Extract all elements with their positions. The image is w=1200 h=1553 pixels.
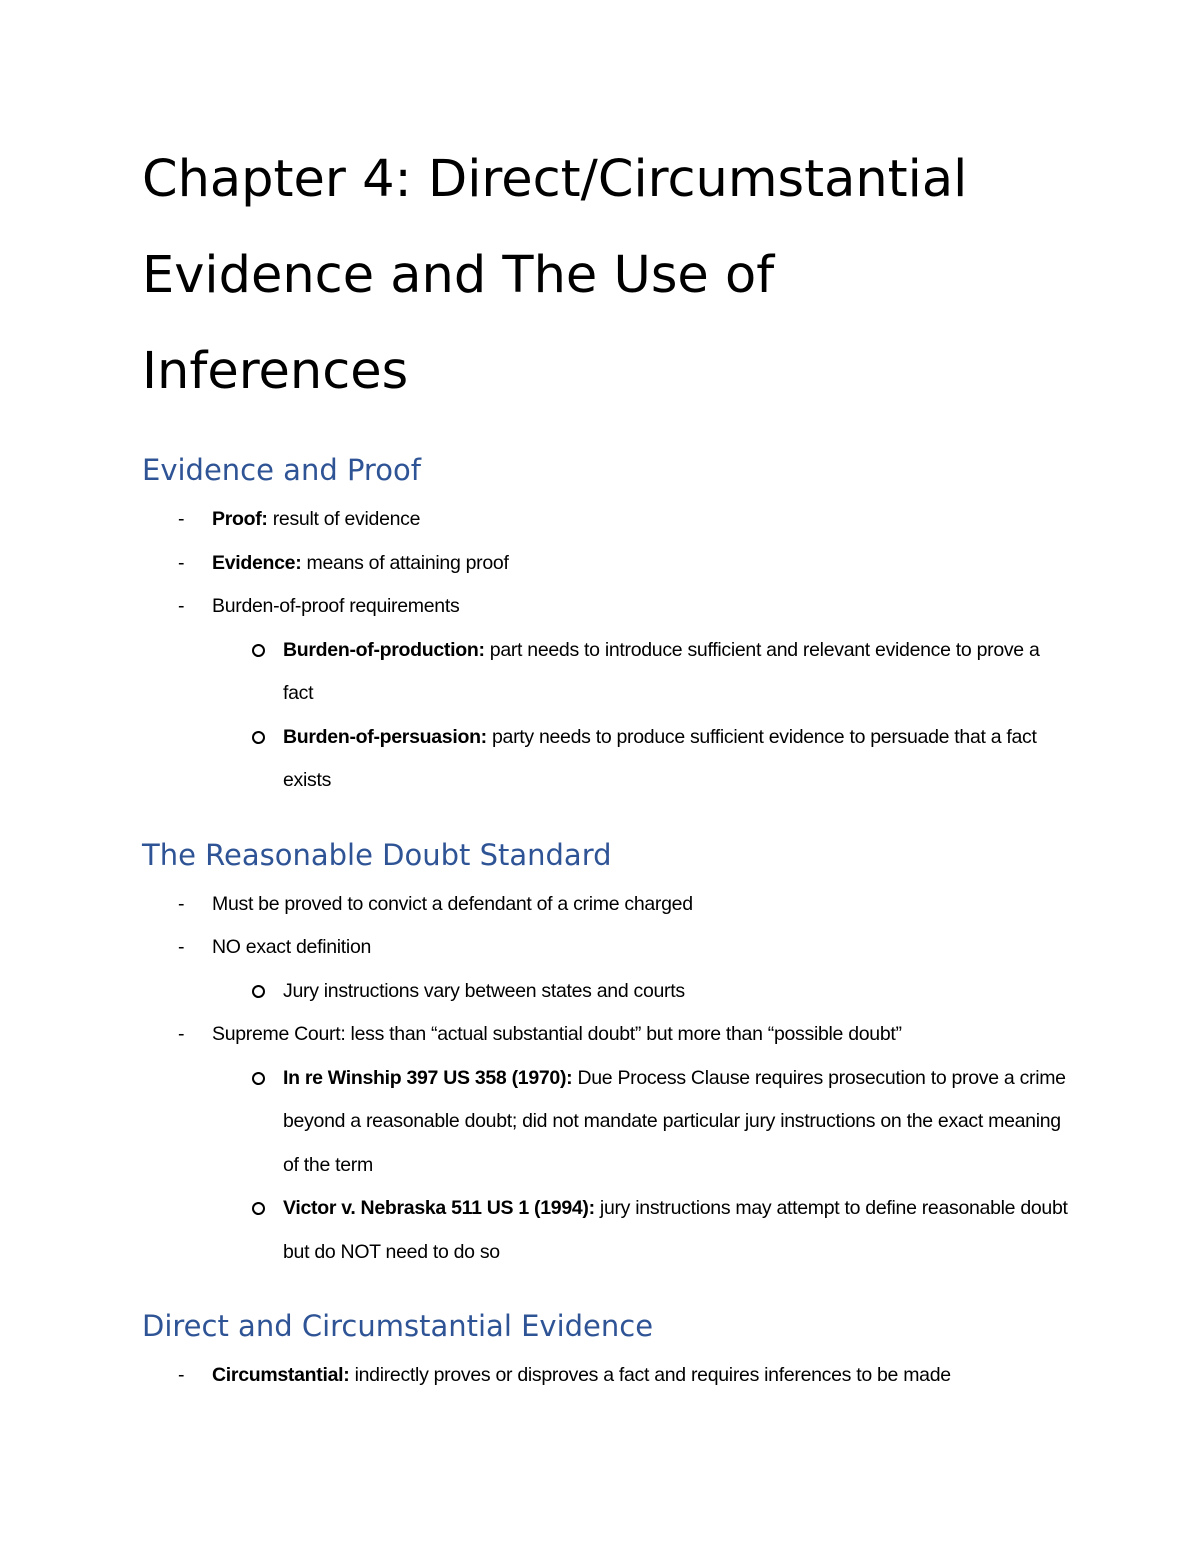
list-item-text: Jury instructions vary between states and courts	[283, 979, 685, 1002]
bullet-list	[142, 1354, 1072, 1398]
list-item-term: Circumstantial:	[212, 1364, 350, 1386]
list-item-text: jury instructions may attempt to define reasonable doubt but do NOT need to do so	[283, 1197, 1068, 1263]
circle-bullet-icon	[252, 1072, 265, 1085]
list-item-text: NO exact definition	[212, 936, 372, 958]
chapter-title	[142, 132, 1072, 420]
bullet-list	[142, 883, 1072, 1275]
sub-list-item	[142, 629, 1072, 716]
section-heading: Direct and Circumstantial Evidence	[142, 1309, 654, 1343]
list-item-text: Due Process Clause requires prosecution to prove a crime beyond a reasonable doubt; did not mandate particular jury instructions on the exact meaning of the term	[283, 1066, 1066, 1176]
list-item-text: Must be proved to convict a defendant of a crime charged	[212, 892, 693, 915]
sub-list-item	[142, 716, 1072, 803]
dash-bullet: -	[178, 892, 185, 915]
document-content	[142, 132, 1072, 1398]
list-item-term: Burden-of-production:	[283, 638, 485, 661]
list-item	[142, 498, 1072, 542]
title-line: Evidence and The Use of	[142, 246, 775, 305]
section-heading: The Reasonable Doubt Standard	[142, 837, 612, 872]
dash-bullet: -	[178, 936, 185, 958]
sub-list-item	[142, 1187, 1072, 1274]
dash-bullet: -	[178, 508, 185, 530]
list-item-text: party needs to produce sufficient evidence to persuade that a fact exists	[283, 725, 1037, 791]
list-item-term: Proof:	[212, 508, 268, 530]
list-item-term: Evidence:	[212, 551, 302, 574]
list-item	[142, 926, 1072, 970]
list-item-text: result of evidence	[267, 508, 421, 530]
list-item	[142, 542, 1072, 586]
title-line: Inferences	[142, 342, 409, 401]
list-item-text: indirectly proves or disproves a fact and requires inferences to be made	[349, 1364, 951, 1386]
sub-list-item	[142, 970, 1072, 1014]
circle-bullet-icon	[252, 1202, 265, 1215]
list-item-term: Burden-of-persuasion:	[283, 725, 487, 748]
list-item	[142, 883, 1072, 927]
sub-list-item	[142, 1057, 1072, 1188]
section-direct-and-circumstantial-evidence	[142, 1304, 1072, 1398]
section-heading: Evidence and Proof	[142, 453, 421, 487]
list-item	[142, 1354, 1072, 1398]
list-item-term: Victor v. Nebraska 511 US 1 (1994):	[283, 1197, 595, 1219]
dash-bullet: -	[178, 1364, 185, 1386]
dash-bullet: -	[178, 1023, 185, 1045]
circle-bullet-icon	[252, 985, 265, 998]
list-item-text: means of attaining proof	[301, 551, 509, 574]
list-item-text: Supreme Court: less than “actual substantial doubt” but more than “possible doubt”	[212, 1023, 902, 1045]
dash-bullet: -	[178, 551, 185, 574]
list-item	[142, 585, 1072, 629]
section-evidence-and-proof	[142, 448, 1072, 803]
title-line: Chapter 4: Direct/Circumstantial	[142, 150, 968, 209]
circle-bullet-icon	[252, 731, 265, 744]
list-item-term: In re Winship 397 US 358 (1970):	[283, 1066, 573, 1089]
dash-bullet: -	[178, 595, 185, 617]
circle-bullet-icon	[252, 644, 265, 657]
section-reasonable-doubt-standard	[142, 833, 1072, 1275]
list-item-text: Burden-of-proof requirements	[212, 595, 460, 617]
bullet-list	[142, 498, 1072, 803]
list-item-text: part needs to introduce sufficient and relevant evidence to prove a fact	[283, 638, 1040, 704]
list-item	[142, 1013, 1072, 1057]
